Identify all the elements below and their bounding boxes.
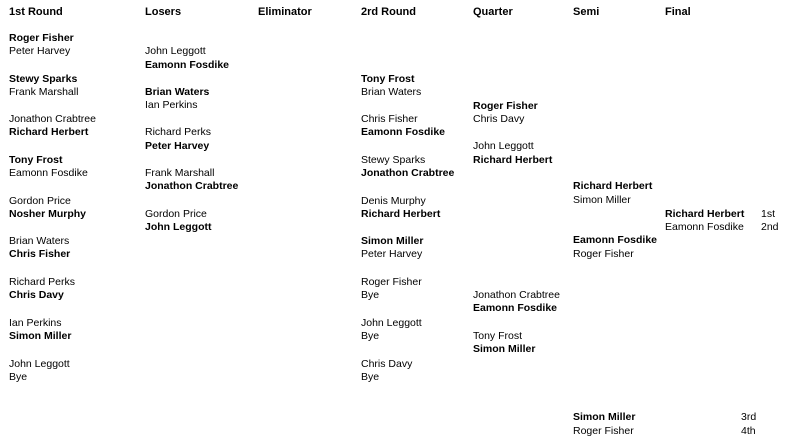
round2-match-1-player-b: Brian Waters bbox=[361, 86, 422, 98]
third-place-player-b: Roger Fisher bbox=[573, 425, 634, 437]
round1-match-5-player-b: Nosher Murphy bbox=[9, 208, 87, 220]
semi-match-1-player-a: Richard Herbert bbox=[573, 180, 653, 192]
round1-match-1-player-a: Roger Fisher bbox=[9, 32, 74, 44]
round1-match-7-player-a: Richard Perks bbox=[9, 276, 75, 288]
quarter-match-1-player-a: Roger Fisher bbox=[473, 100, 538, 112]
round1-match-1-player-b: Peter Harvey bbox=[9, 45, 71, 57]
round2-match-7-player-a: John Leggott bbox=[361, 317, 422, 329]
round2-match-3-player-a: Stewy Sparks bbox=[361, 154, 426, 166]
losers-match-1-player-b: Eamonn Fosdike bbox=[145, 59, 230, 71]
final-place-2nd: 2nd bbox=[761, 221, 779, 233]
losers-match-4-player-a: Frank Marshall bbox=[145, 167, 215, 179]
quarter-match-2-player-a: John Leggott bbox=[473, 140, 534, 152]
third-place-player-a: Simon Miller bbox=[573, 411, 636, 423]
losers-match-2-player-a: Brian Waters bbox=[145, 86, 210, 98]
losers-match-4-player-b: Jonathon Crabtree bbox=[145, 180, 239, 192]
round2-match-1-player-a: Tony Frost bbox=[361, 73, 415, 85]
final-player-a: Richard Herbert bbox=[665, 208, 745, 220]
header-eliminator: Eliminator bbox=[258, 6, 312, 18]
round1-match-7-player-b: Chris Davy bbox=[9, 289, 64, 301]
round2-match-6-player-a: Roger Fisher bbox=[361, 276, 422, 288]
round2-match-7-player-b: Bye bbox=[361, 330, 380, 342]
semi-match-1-player-b: Simon Miller bbox=[573, 194, 631, 206]
round1-match-3-player-b: Richard Herbert bbox=[9, 126, 89, 138]
quarter-match-3-player-b: Eamonn Fosdike bbox=[473, 302, 558, 314]
round1-match-9-player-b: Bye bbox=[9, 371, 28, 383]
header-final: Final bbox=[665, 6, 691, 18]
round1-match-6-player-a: Brian Waters bbox=[9, 235, 70, 247]
round1-match-3-player-a: Jonathon Crabtree bbox=[9, 113, 96, 125]
round1-match-8-player-b: Simon Miller bbox=[9, 330, 72, 342]
header-1st-round: 1st Round bbox=[9, 6, 63, 18]
losers-match-3-player-b: Peter Harvey bbox=[145, 140, 210, 152]
quarter-match-4-player-a: Tony Frost bbox=[473, 330, 523, 342]
header-2nd-round: 2rd Round bbox=[361, 6, 416, 18]
round1-match-5-player-a: Gordon Price bbox=[9, 195, 71, 207]
round2-match-4-player-b: Richard Herbert bbox=[361, 208, 441, 220]
losers-match-1-player-a: John Leggott bbox=[145, 45, 206, 57]
final-place-1st: 1st bbox=[761, 208, 776, 220]
round2-match-6-player-b: Bye bbox=[361, 289, 380, 301]
header-semi: Semi bbox=[573, 6, 600, 18]
round2-match-5-player-a: Simon Miller bbox=[361, 235, 424, 247]
quarter-match-2-player-b: Richard Herbert bbox=[473, 154, 553, 166]
losers-match-2-player-b: Ian Perkins bbox=[145, 99, 198, 111]
round2-match-5-player-b: Peter Harvey bbox=[361, 248, 423, 260]
final-player-b: Eamonn Fosdike bbox=[665, 221, 744, 233]
round1-match-2-player-b: Frank Marshall bbox=[9, 86, 79, 98]
quarter-match-3-player-a: Jonathon Crabtree bbox=[473, 289, 560, 301]
semi-match-2-player-b: Roger Fisher bbox=[573, 248, 634, 260]
round2-match-4-player-a: Denis Murphy bbox=[361, 195, 426, 207]
losers-match-5-player-a: Gordon Price bbox=[145, 208, 207, 220]
header-losers: Losers bbox=[145, 6, 182, 18]
semi-match-2-player-a: Eamonn Fosdike bbox=[573, 234, 658, 246]
header-quarter: Quarter bbox=[473, 6, 513, 18]
round2-match-2-player-b: Eamonn Fosdike bbox=[361, 126, 446, 138]
quarter-match-4-player-b: Simon Miller bbox=[473, 343, 536, 355]
quarter-match-1-player-b: Chris Davy bbox=[473, 113, 525, 125]
round2-match-3-player-b: Jonathon Crabtree bbox=[361, 167, 455, 179]
round1-match-2-player-a: Stewy Sparks bbox=[9, 73, 78, 85]
losers-match-3-player-a: Richard Perks bbox=[145, 126, 211, 138]
place-3rd: 3rd bbox=[741, 411, 757, 423]
round2-match-8-player-b: Bye bbox=[361, 371, 380, 383]
round1-match-9-player-a: John Leggott bbox=[9, 358, 70, 370]
round2-match-2-player-a: Chris Fisher bbox=[361, 113, 418, 125]
round1-match-4-player-b: Eamonn Fosdike bbox=[9, 167, 88, 179]
losers-match-5-player-b: John Leggott bbox=[145, 221, 212, 233]
round1-match-6-player-b: Chris Fisher bbox=[9, 248, 71, 260]
round2-match-8-player-a: Chris Davy bbox=[361, 358, 413, 370]
place-4th: 4th bbox=[741, 425, 756, 437]
round1-match-8-player-a: Ian Perkins bbox=[9, 317, 62, 329]
round1-match-4-player-a: Tony Frost bbox=[9, 154, 63, 166]
